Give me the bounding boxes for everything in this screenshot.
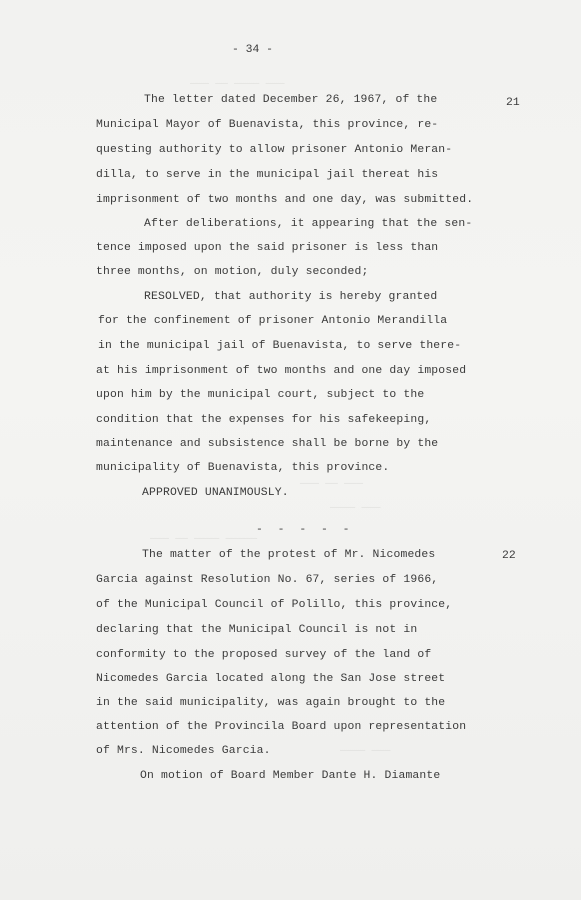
text-line: at his imprisonment of two months and one day imposed xyxy=(96,365,467,377)
text-line: questing authority to allow prisoner Antonio Meran- xyxy=(96,144,453,156)
text-line: attention of the Provincila Board upon representation xyxy=(96,721,467,733)
text-line: in the said municipality, was again brought to the xyxy=(96,697,446,709)
text-line: dilla, to serve in the municipal jail thereat his xyxy=(96,169,439,181)
bleed-through-mark: ——— —— ———— ————— xyxy=(150,533,258,545)
text-line: Nicomedes Garcia located along the San Jose street xyxy=(96,673,446,685)
bleed-through-mark: ———— ——— xyxy=(340,745,391,757)
text-line: municipality of Buenavista, this province. xyxy=(96,462,390,474)
text-line: upon him by the municipal court, subject to the xyxy=(96,389,425,401)
text-line: On motion of Board Member Dante H. Diamante xyxy=(140,770,441,782)
bleed-through-mark: ——— —— ———— ——— xyxy=(190,78,285,90)
text-line: three months, on motion, duly seconded; xyxy=(96,266,369,278)
item-number: 22 xyxy=(502,550,516,562)
text-line: After deliberations, it appearing that the sen- xyxy=(144,218,473,230)
page-number: - 34 - xyxy=(232,44,274,56)
text-line: APPROVED UNANIMOUSLY. xyxy=(142,487,289,499)
text-line: conformity to the proposed survey of the land of xyxy=(96,649,432,661)
text-line: of Mrs. Nicomedes Garcia. xyxy=(96,745,271,757)
text-line: The matter of the protest of Mr. Nicomedes xyxy=(142,549,436,561)
text-line: imprisonment of two months and one day, was submitted. xyxy=(96,194,474,206)
text-line: tence imposed upon the said prisoner is less than xyxy=(96,242,439,254)
text-line: The letter dated December 26, 1967, of the xyxy=(144,94,438,106)
text-line: RESOLVED, that authority is hereby granted xyxy=(144,291,438,303)
text-line: maintenance and subsistence shall be borne by the xyxy=(96,438,439,450)
text-line: for the confinement of prisoner Antonio Merandilla xyxy=(98,315,448,327)
text-line: condition that the expenses for his safekeeping, xyxy=(96,414,432,426)
text-line: Municipal Mayor of Buenavista, this province, re- xyxy=(96,119,439,131)
item-number: 21 xyxy=(506,97,520,109)
text-line: Garcia against Resolution No. 67, series of 1966, xyxy=(96,574,439,586)
text-line: in the municipal jail of Buenavista, to serve there- xyxy=(98,340,462,352)
text-line: of the Municipal Council of Polillo, this province, xyxy=(96,599,453,611)
bleed-through-mark: ——— —— ——— xyxy=(300,478,364,490)
bleed-through-mark: ———— ——— xyxy=(330,502,381,514)
text-line: declaring that the Municipal Council is not in xyxy=(96,624,418,636)
section-separator: - - - - - xyxy=(256,524,354,536)
